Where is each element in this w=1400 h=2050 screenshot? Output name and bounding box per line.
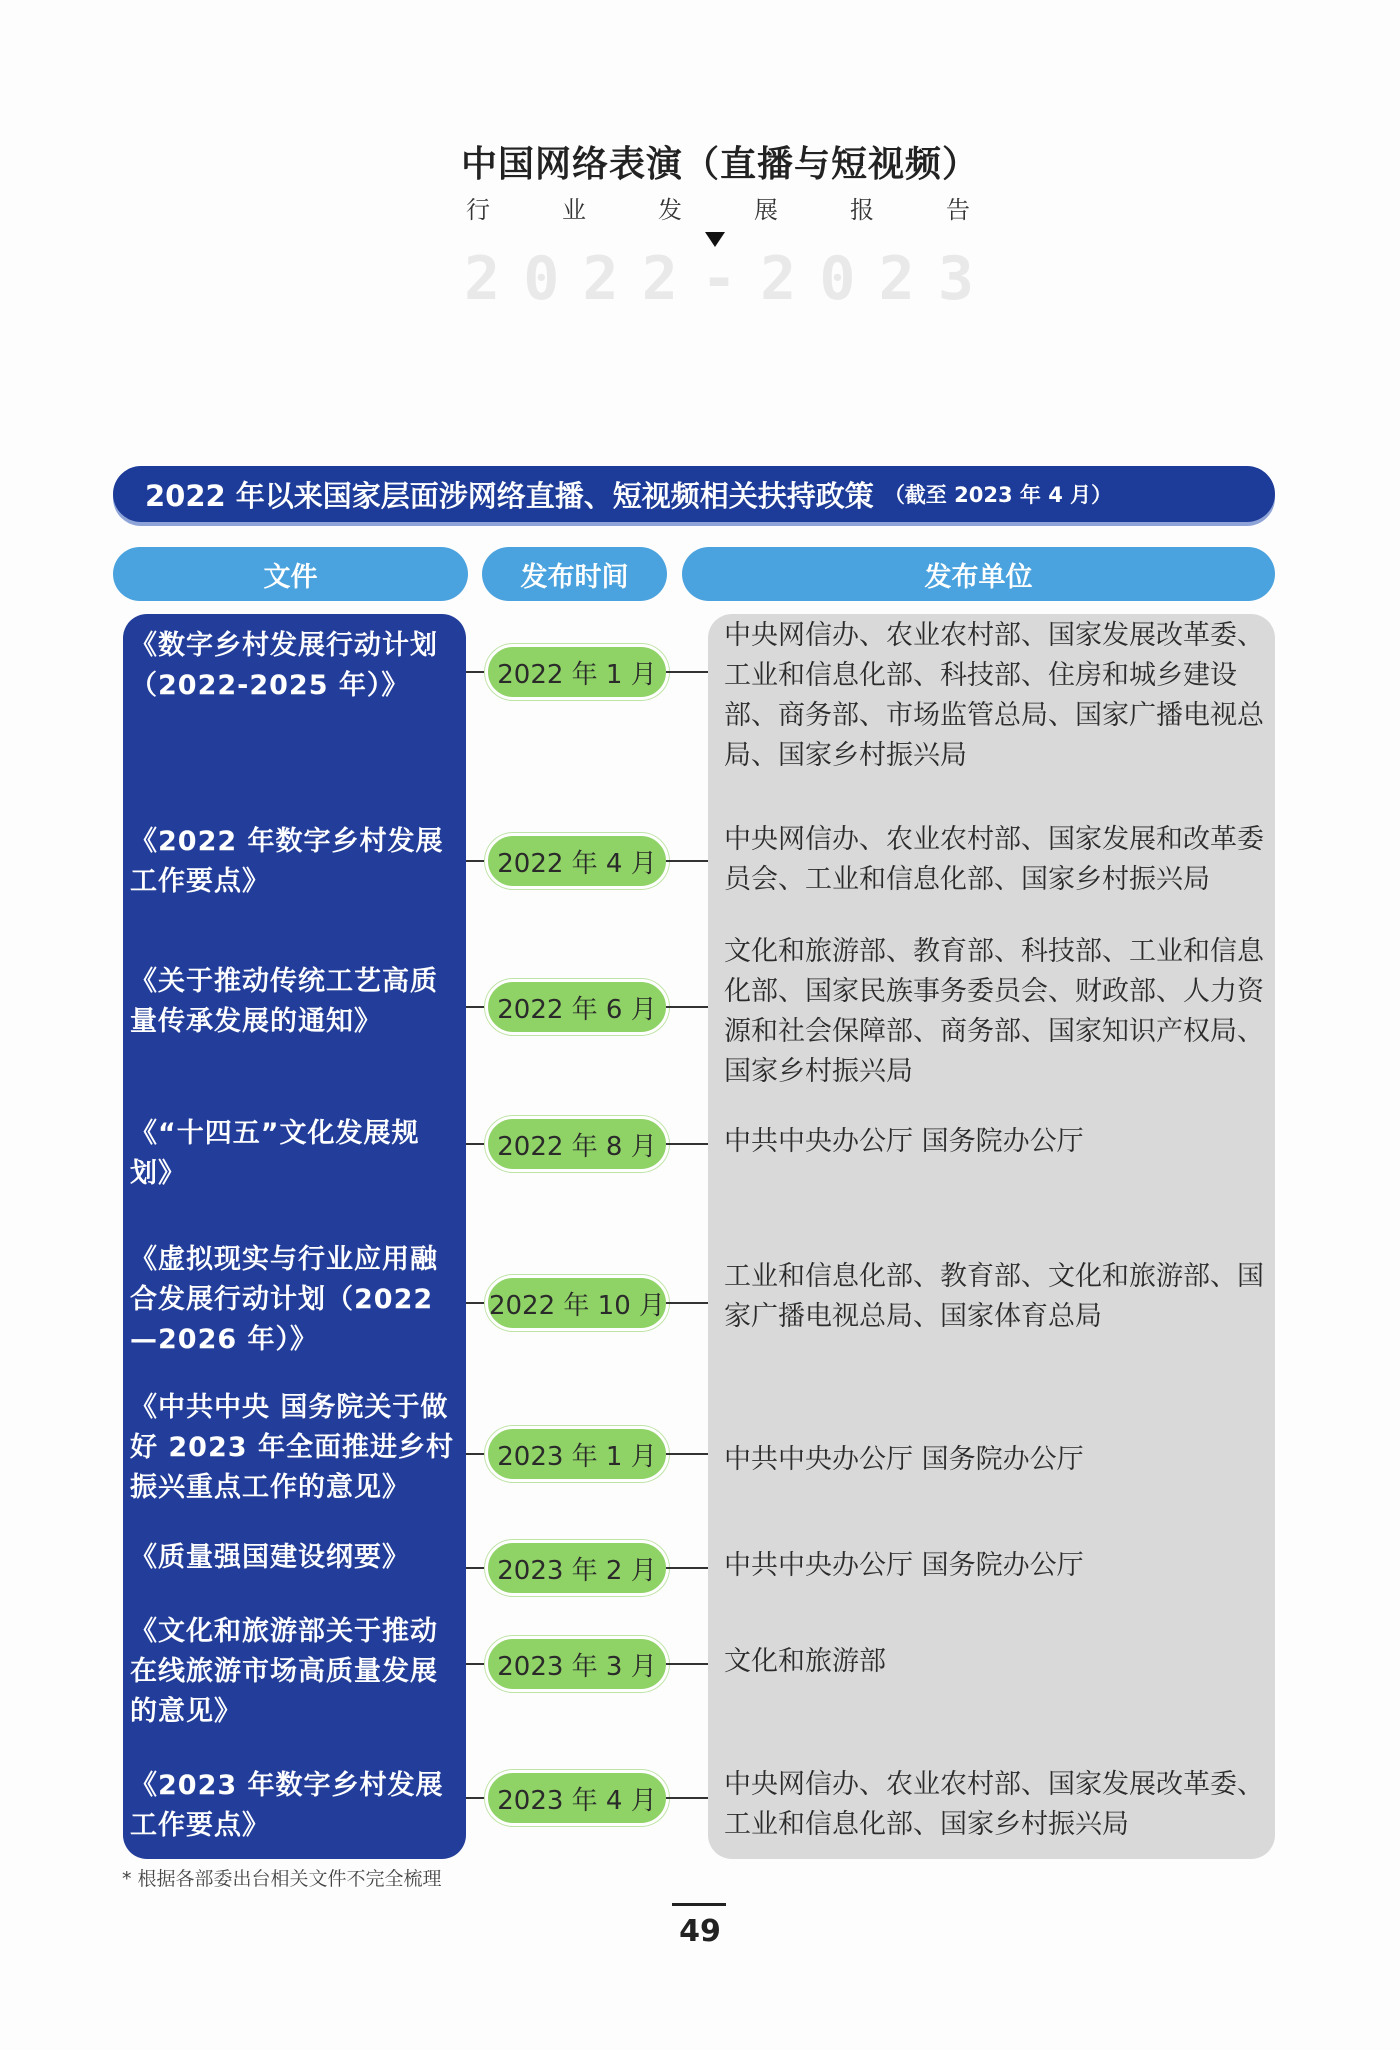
report-title: 中国网络表演（直播与短视频） [460,144,979,185]
row-connector [666,1663,708,1665]
row-6-date: 2023 年 1 月 [485,1426,669,1482]
year-char: 2 [760,244,797,314]
row-1-date: 2022 年 1 月 [485,644,669,700]
row-1-document: 《数字乡村发展行动计划（2022-2025 年）》 [130,630,438,701]
table-title-banner [113,466,1275,522]
footnote: * 根据各部委出台相关文件不完全梳理 [122,1868,442,1890]
row-9-document: 《2023 年数字乡村发展工作要点》 [130,1770,444,1841]
year-char: - [700,244,738,314]
year-char: 0 [819,244,856,314]
table-title-note: （截至 2023 年 4 月） [883,483,1113,507]
column-header-document: 文件 [113,547,468,601]
row-2-document: 《2022 年数字乡村发展工作要点》 [130,826,444,897]
row-connector [666,860,708,862]
subtitle-char: 展 [754,196,778,224]
subtitle-char: 告 [946,196,970,224]
row-connector [666,1006,708,1008]
row-3-document: 《关于推动传统工艺高质量传承发展的通知》 [130,966,438,1037]
column-header-date: 发布时间 [482,547,667,601]
row-connector [666,671,708,673]
row-4-document: 《“十四五”文化发展规划》 [130,1118,420,1189]
year-char: 2 [641,244,678,314]
subtitle-char: 发 [658,196,682,224]
subtitle-char: 业 [562,196,586,224]
row-6-document: 《中共中央 国务院关于做好 2023 年全面推进乡村振兴重点工作的意见》 [130,1392,454,1503]
page-number-rule [672,1903,726,1906]
row-7-date: 2023 年 2 月 [485,1540,669,1596]
year-char: 3 [937,244,974,314]
row-6-unit: 中共中央办公厅 国务院办公厅 [724,1444,1084,1475]
row-9-unit: 中央网信办、农业农村部、国家发展改革委、工业和信息化部、国家乡村振兴局 [724,1769,1264,1840]
row-2-unit: 中央网信办、农业农村部、国家发展和改革委员会、工业和信息化部、国家乡村振兴局 [724,824,1264,895]
table-title: 2022 年以来国家层面涉网络直播、短视频相关扶持政策 [145,478,874,513]
row-1-unit: 中央网信办、农业农村部、国家发展改革委、工业和信息化部、科技部、住房和城乡建设部、商务部、市场监管总局、国家广播电视总局、国家乡村振兴局 [724,620,1264,771]
report-years [464,244,974,314]
report-subtitle [466,190,970,225]
row-4-date: 2022 年 8 月 [485,1116,669,1172]
year-char: 2 [878,244,915,314]
row-8-date: 2023 年 3 月 [485,1636,669,1692]
year-char: 2 [464,244,501,314]
row-3-date: 2022 年 6 月 [485,979,669,1035]
page-number: 49 [679,1914,721,1949]
row-7-document: 《质量强国建设纲要》 [130,1542,410,1573]
subtitle-char: 报 [850,196,874,224]
row-5-date: 2022 年 10 月 [485,1275,669,1331]
row-connector [666,1567,708,1569]
row-connector [666,1143,708,1145]
year-char: 2 [582,244,619,314]
row-connector [666,1453,708,1455]
row-4-unit: 中共中央办公厅 国务院办公厅 [724,1126,1084,1157]
year-char: 0 [523,244,560,314]
row-2-date: 2022 年 4 月 [485,833,669,889]
row-3-unit: 文化和旅游部、教育部、科技部、工业和信息化部、国家民族事务委员会、财政部、人力资源和社会保障部、商务部、国家知识产权局、国家乡村振兴局 [724,936,1264,1087]
row-5-unit: 工业和信息化部、教育部、文化和旅游部、国家广播电视总局、国家体育总局 [724,1261,1264,1332]
column-header-unit: 发布单位 [682,547,1275,601]
row-connector [666,1797,708,1799]
row-8-unit: 文化和旅游部 [724,1646,886,1677]
row-9-date: 2023 年 4 月 [485,1770,669,1826]
row-connector [666,1302,708,1304]
subtitle-char: 行 [466,196,490,224]
row-7-unit: 中共中央办公厅 国务院办公厅 [724,1550,1084,1581]
row-5-document: 《虚拟现实与行业应用融合发展行动计划（2022—2026 年）》 [130,1244,438,1355]
row-8-document: 《文化和旅游部关于推动在线旅游市场高质量发展的意见》 [130,1616,438,1727]
